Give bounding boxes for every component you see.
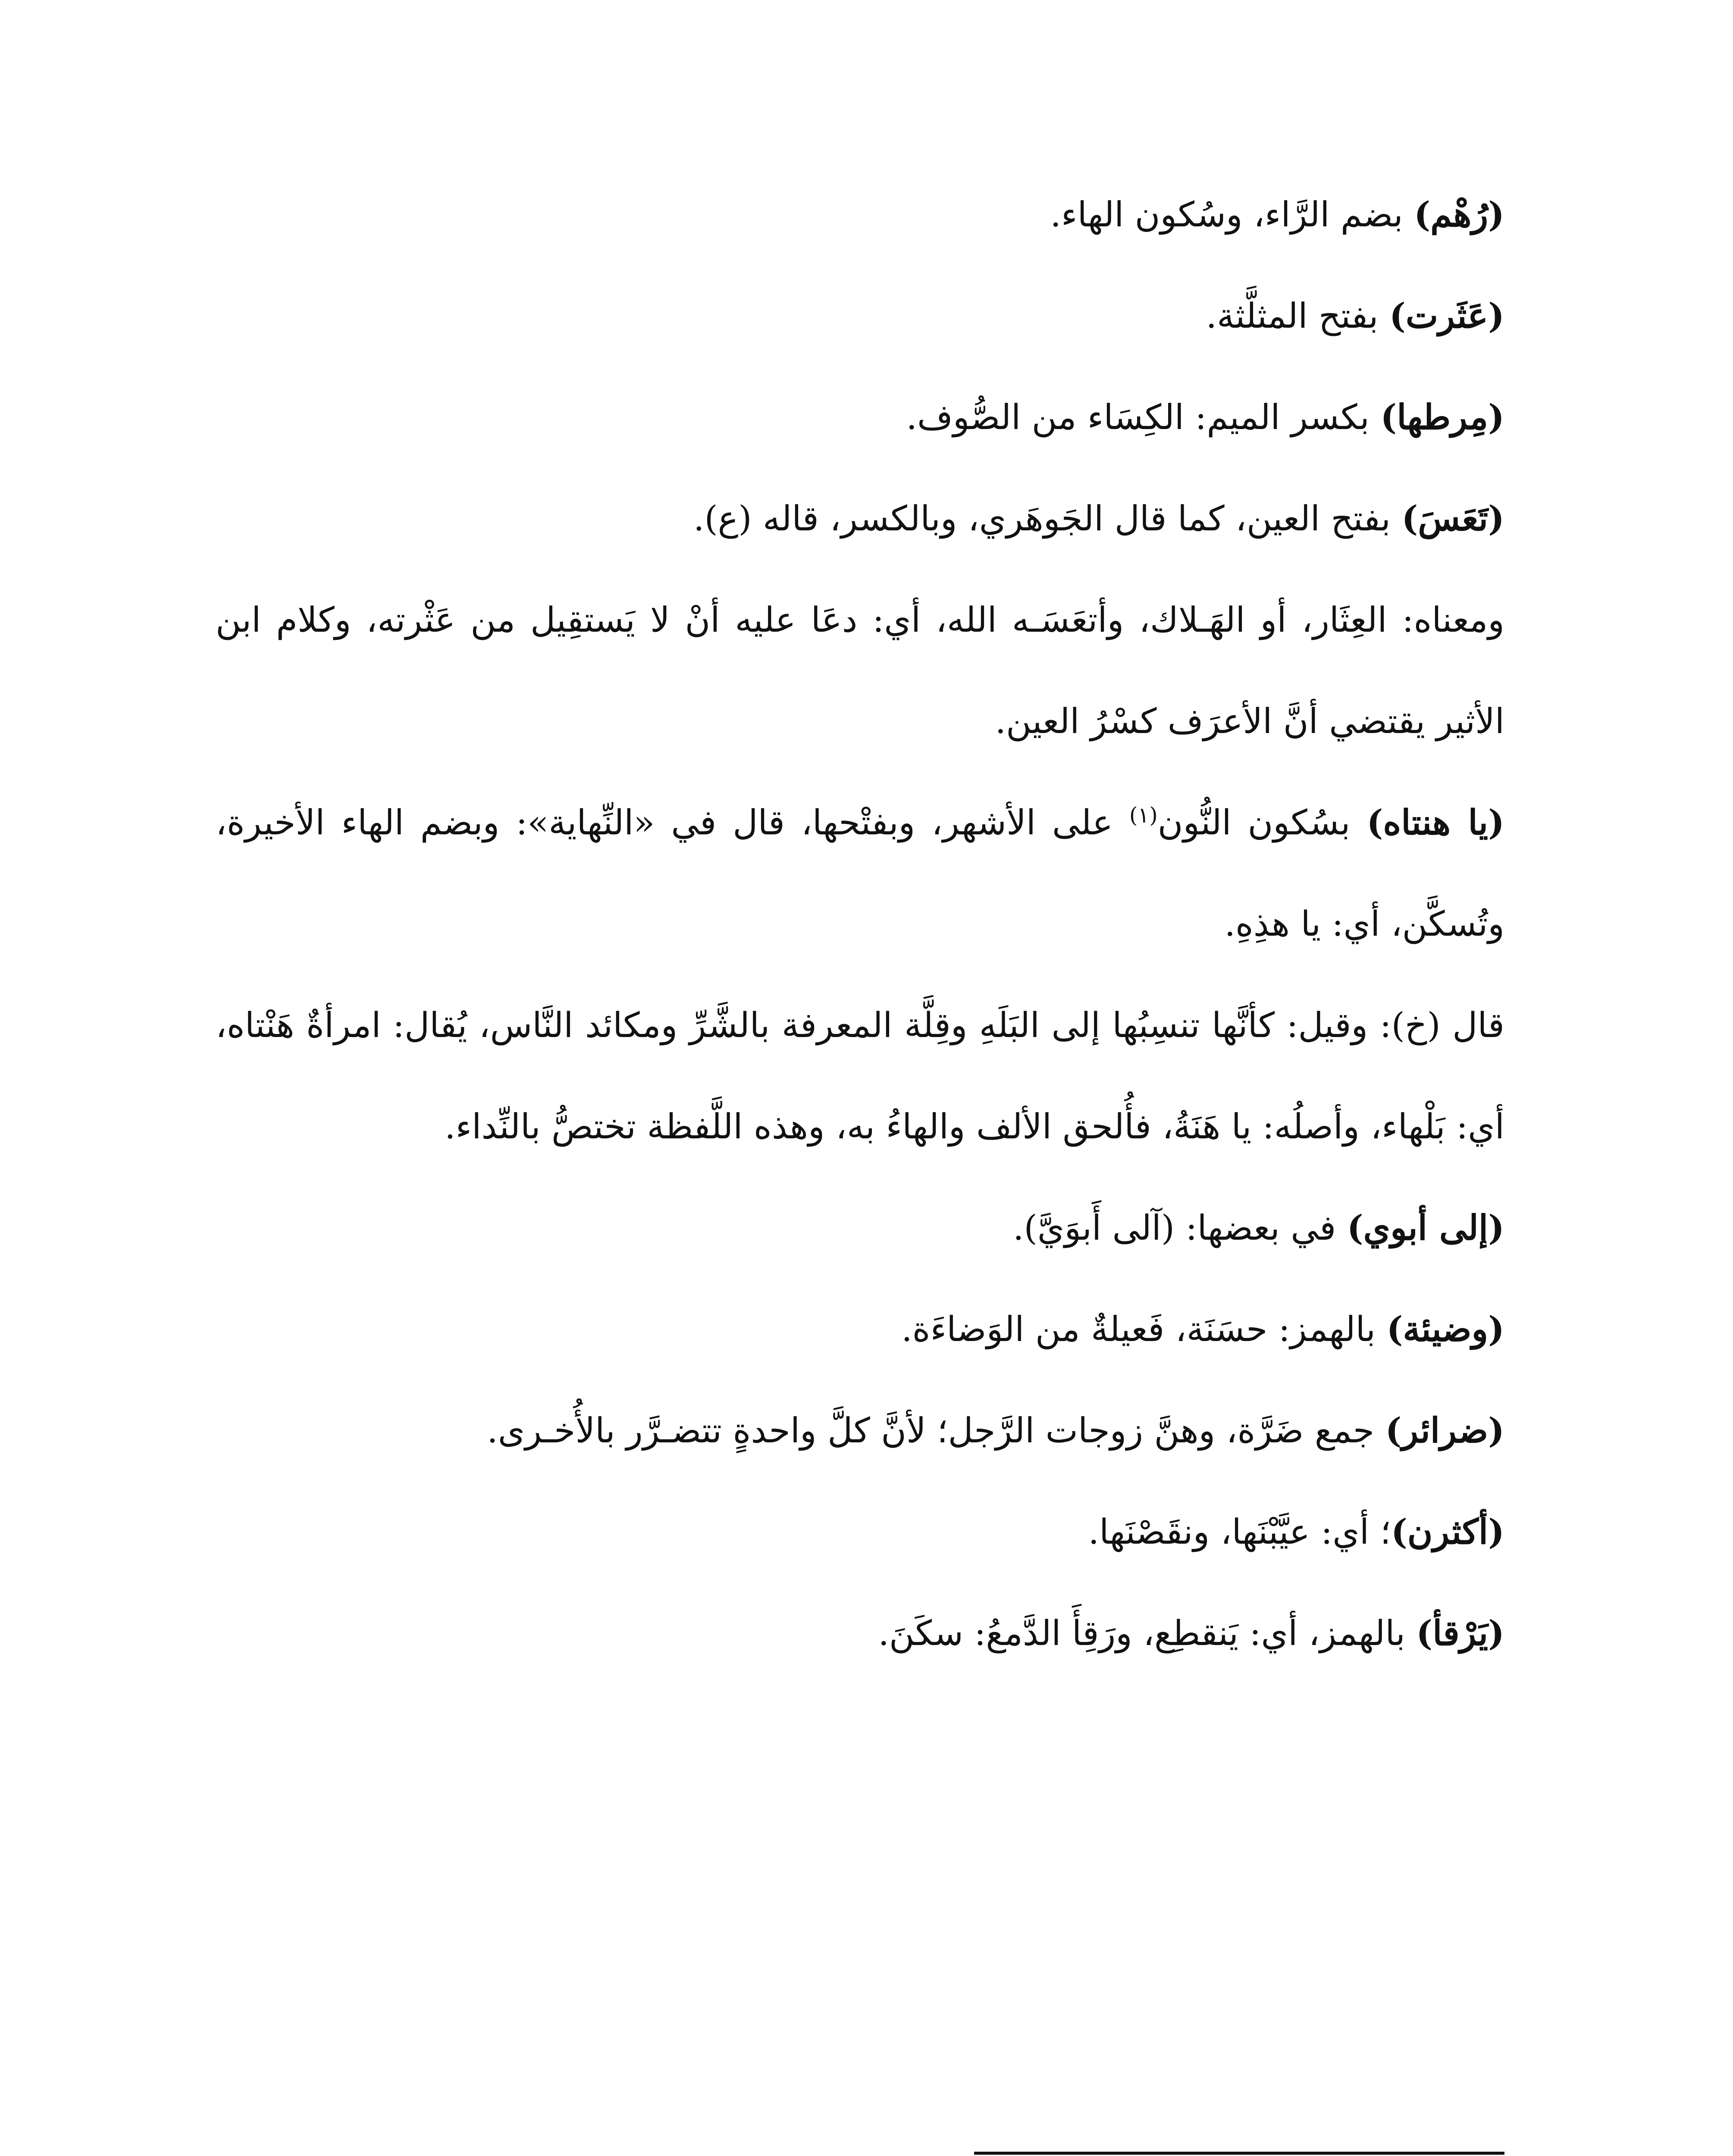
meaning-paragraph: ومعناه: العِثَار، أو الهَـلاك، وأتعَسَـه الله، أي: دعَا عليه أنْ لا يَستقِيل من عَثْرته، وكلام ابن الأثير يقتضي أنَّ الأعرَف كسْرُ العين. [216, 600, 1504, 741]
entry-ya-hantah [216, 772, 1504, 975]
entry-explanation: في بعضها: (آلى أَبوَيَّ). [1013, 1208, 1347, 1248]
entry-term: (ضرائر) [1385, 1410, 1504, 1451]
entry-term: (مِرطها) [1380, 397, 1504, 437]
entry-explanation: ؛ أي: عيَّبْنَها، ونقَصْنَها. [1088, 1512, 1391, 1552]
entry-term: (تَعَسَ) [1401, 498, 1504, 539]
entry-explanation: بضم الرَّاء، وسُكون الهاء. [1050, 194, 1414, 235]
entry-explanation: بفتح العين، كما قال الجَوهَري، وبالكسر، قاله (ع). [693, 498, 1402, 539]
entry-explanation-part2: على الأشهر، وبفتْحها، قال في «النِّهاية»: وبضم الهاء الأخيرة، وتُسكَّن، أي: يا هذِهِ. [216, 802, 1504, 944]
entry-term: (عَثَرت) [1389, 295, 1504, 336]
entry-explanation: بالهمز، أي: يَنقطِع، ورَقِأَ الدَّمعُ: سكَنَ. [878, 1613, 1416, 1653]
entry-atharat [216, 265, 1504, 367]
entry-term: (إلى أبوي) [1347, 1207, 1504, 1248]
entry-aktharna [216, 1481, 1504, 1583]
entry-explanation: بفتح المثلَّثة. [1206, 296, 1389, 336]
entry-explanation: بكسر الميم: الكِسَاء من الصُّوف. [906, 397, 1381, 437]
entry-term: (يَرْقأ) [1416, 1613, 1504, 1653]
footnote-separator [974, 2152, 1504, 2155]
entry-term: (وضيئة) [1386, 1309, 1504, 1349]
entry-term: (يا هنتاه) [1366, 802, 1505, 843]
entry-explanation: جمع ضَرَّة، وهنَّ زوجات الرَّجل؛ لأنَّ كلَّ واحدةٍ تتضـرَّر بالأُخـرى. [487, 1410, 1385, 1451]
entry-taasa [216, 468, 1504, 569]
entry-daraer [216, 1380, 1504, 1481]
entry-ila-abawayya [216, 1177, 1504, 1279]
entry-yarqa [216, 1583, 1504, 1684]
entry-explanation-part1: بسُكون النُّون [1157, 802, 1367, 843]
main-text [216, 164, 1504, 1684]
footnote-reference[interactable]: (١) [1129, 802, 1158, 828]
entry-term: (رُهْم) [1414, 194, 1504, 235]
entry-term: (أكثرن) [1391, 1511, 1504, 1552]
entry-wadiah [216, 1279, 1504, 1380]
entry-ruhm [216, 164, 1504, 265]
khattabi-paragraph: قال (خ): وقيل: كأنَّها تنسِبُها إلى البَلَهِ وقِلَّة المعرفة بالشَّرِّ ومكائد النَّاس، يُقال: امرأةٌ هَنْتاه، أي: بَلْهاء، وأصلُه: يا هَنَةُ، فأُلحق الألف والهاءُ به، وهذه اللَّفظة تختصُّ بالنِّداء. [216, 1005, 1504, 1147]
entry-mirtiha [216, 367, 1504, 468]
entry-explanation: بالهمز: حسَنَة، فَعيلةٌ من الوَضاءَة. [901, 1309, 1387, 1349]
